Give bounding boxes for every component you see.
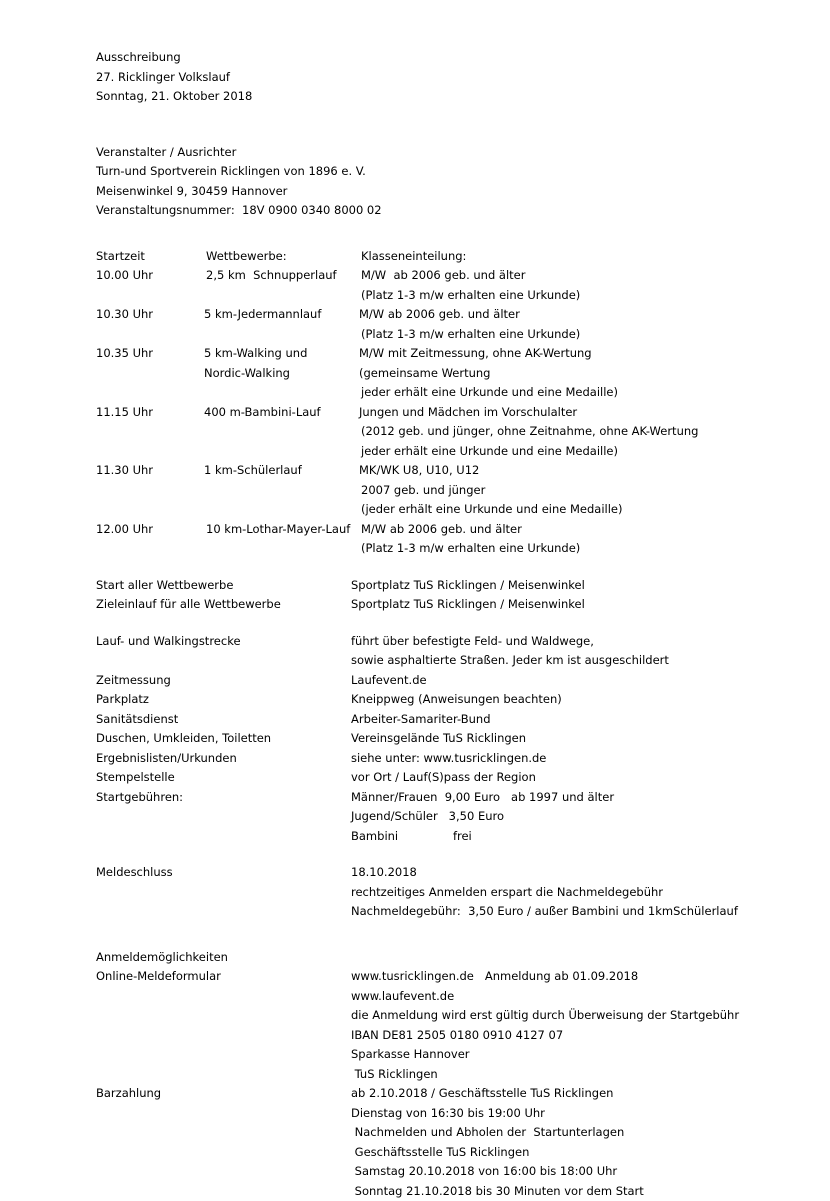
deadline-value-3: Nachmeldegebühr: 3,50 Euro / außer Bambini und 1kmSchülerlauf: [351, 902, 770, 922]
schedule-competition: 5 km-Walking und: [196, 344, 359, 364]
fees-label: Startgebühren:: [96, 788, 351, 808]
table-row: [96, 671, 770, 691]
document-title-block: [96, 48, 770, 107]
schedule-time: 10.30 Uhr: [96, 305, 196, 325]
timing-label: Zeitmessung: [96, 671, 351, 691]
title-line-2: 27. Ricklinger Volkslauf: [96, 68, 770, 88]
organizer-label: Veranstalter / Ausrichter: [96, 143, 770, 163]
cash-value-2: Dienstag von 16:30 bis 19:00 Uhr: [351, 1104, 770, 1124]
spacer: [96, 559, 770, 576]
deadline-value-1: 18.10.2018: [351, 863, 770, 883]
cash-value-5: Samstag 20.10.2018 von 16:00 bis 18:00 Uhr: [351, 1162, 770, 1182]
bank-value: Sparkasse Hannover: [351, 1045, 770, 1065]
table-row: [96, 344, 770, 364]
schedule-class-3: (jeder erhält eine Urkunde und eine Medaille): [361, 500, 770, 520]
table-row: [96, 576, 770, 596]
table-row-cont: [96, 286, 770, 306]
table-row: [96, 1084, 770, 1104]
schedule-class-1: M/W ab 2006 geb. und älter: [361, 266, 770, 286]
deadline-block: [96, 863, 770, 922]
schedule-header-classes: Klasseneinteilung:: [361, 247, 770, 267]
parking-label: Parkplatz: [96, 690, 351, 710]
medical-label: Sanitätsdienst: [96, 710, 351, 730]
schedule-class-1: M/W mit Zeitmessung, ohne AK-Wertung: [359, 344, 770, 364]
table-row: [96, 266, 770, 286]
course-value-2: sowie asphaltierte Straßen. Jeder km ist ausgeschildert: [351, 651, 770, 671]
schedule-class-3: jeder erhält eine Urkunde und eine Medaille): [361, 442, 770, 462]
schedule-competition: 10 km-Lothar-Mayer-Lauf: [196, 520, 361, 540]
table-row-cont: [96, 1182, 770, 1201]
registration-label: Anmeldemöglichkeiten: [96, 948, 351, 968]
table-row-cont: [96, 500, 770, 520]
table-row-cont: [96, 325, 770, 345]
table-row-cont: [96, 364, 770, 384]
table-row: [96, 710, 770, 730]
results-label: Ergebnislisten/Urkunden: [96, 749, 351, 769]
table-row-cont: [96, 883, 770, 903]
table-row: [96, 768, 770, 788]
table-row-cont: [96, 902, 770, 922]
organizer-block: [96, 143, 770, 221]
stamp-value: vor Ort / Lauf(S)pass der Region: [351, 768, 770, 788]
spacer: [96, 922, 770, 948]
deadline-value-2: rechtzeitiges Anmelden erspart die Nachmeldegebühr: [351, 883, 770, 903]
table-row-cont: [96, 1065, 770, 1085]
schedule-header-row: [96, 247, 770, 267]
schedule-time: 11.15 Uhr: [96, 403, 196, 423]
table-row: [96, 863, 770, 883]
finish-label: Zieleinlauf für alle Wettbewerbe: [96, 595, 351, 615]
table-row-cont: [96, 442, 770, 462]
cash-value-3: Nachmelden und Abholen der Startunterlagen: [351, 1123, 770, 1143]
schedule-class-2: (Platz 1-3 m/w erhalten eine Urkunde): [361, 286, 770, 306]
medical-value: Arbeiter-Samariter-Bund: [351, 710, 770, 730]
online-value-3: die Anmeldung wird erst gültig durch Überweisung der Startgebühr: [351, 1006, 770, 1026]
schedule-time: 10.35 Uhr: [96, 344, 196, 364]
table-row: [96, 749, 770, 769]
venue-block: [96, 576, 770, 615]
results-value: siehe unter: www.tusricklingen.de: [351, 749, 770, 769]
schedule-class-1: MK/WK U8, U10, U12: [359, 461, 770, 481]
table-row-cont: [96, 1006, 770, 1026]
title-line-1: Ausschreibung: [96, 48, 770, 68]
table-row: [96, 461, 770, 481]
table-row: [96, 632, 770, 652]
online-value-2: www.laufevent.de: [351, 987, 770, 1007]
schedule-class-2: (2012 geb. und jünger, ohne Zeitnahme, ohne AK-Wertung: [361, 422, 770, 442]
table-row: [96, 948, 770, 968]
table-row-cont: [96, 1143, 770, 1163]
online-value-1: www.tusricklingen.de Anmeldung ab 01.09.2018: [351, 967, 770, 987]
cash-value-6: Sonntag 21.10.2018 bis 30 Minuten vor dem Start: [351, 1182, 770, 1201]
schedule-competition: 400 m-Bambini-Lauf: [196, 403, 359, 423]
schedule-header-competition: Wettbewerbe:: [196, 247, 361, 267]
schedule-class-2: (Platz 1-3 m/w erhalten eine Urkunde): [361, 325, 770, 345]
table-row-cont: [96, 987, 770, 1007]
timing-value: Laufevent.de: [351, 671, 770, 691]
title-line-3: Sonntag, 21. Oktober 2018: [96, 87, 770, 107]
table-row: [96, 595, 770, 615]
cash-value-4: Geschäftsstelle TuS Ricklingen: [351, 1143, 770, 1163]
schedule-time: 11.30 Uhr: [96, 461, 196, 481]
parking-value: Kneippweg (Anweisungen beachten): [351, 690, 770, 710]
schedule-competition: 2,5 km Schnupperlauf: [196, 266, 361, 286]
table-row: [96, 403, 770, 423]
schedule-competition: 5 km-Jedermannlauf: [196, 305, 359, 325]
organizer-name: Turn-und Sportverein Ricklingen von 1896 e. V.: [96, 162, 770, 182]
iban-value: IBAN DE81 2505 0180 0910 4127 07: [351, 1026, 770, 1046]
schedule-table: [96, 247, 770, 559]
stamp-label: Stempelstelle: [96, 768, 351, 788]
spacer: [96, 846, 770, 863]
table-row-cont: [96, 383, 770, 403]
table-row-cont: [96, 1162, 770, 1182]
table-row-cont: [96, 1026, 770, 1046]
table-row-cont: [96, 1104, 770, 1124]
facilities-label: Duschen, Umkleiden, Toiletten: [96, 729, 351, 749]
table-row-cont: [96, 1123, 770, 1143]
table-row: [96, 305, 770, 325]
table-row: [96, 729, 770, 749]
table-row: [96, 690, 770, 710]
schedule-header-time: Startzeit: [96, 247, 196, 267]
schedule-competition-2: Nordic-Walking: [196, 364, 359, 384]
cash-label: Barzahlung: [96, 1084, 351, 1104]
account-holder-value: TuS Ricklingen: [351, 1065, 770, 1085]
start-value: Sportplatz TuS Ricklingen / Meisenwinkel: [351, 576, 770, 596]
course-label: Lauf- und Walkingstrecke: [96, 632, 351, 652]
table-row: [96, 788, 770, 808]
schedule-competition: 1 km-Schülerlauf: [196, 461, 359, 481]
table-row-cont: [96, 651, 770, 671]
finish-value: Sportplatz TuS Ricklingen / Meisenwinkel: [351, 595, 770, 615]
course-value-1: führt über befestigte Feld- und Waldwege,: [351, 632, 770, 652]
cash-value-1: ab 2.10.2018 / Geschäftsstelle TuS Ricklingen: [351, 1084, 770, 1104]
registration-block: [96, 948, 770, 1201]
details-block: [96, 632, 770, 847]
schedule-class-2: (Platz 1-3 m/w erhalten eine Urkunde): [361, 539, 770, 559]
table-row-cont: [96, 807, 770, 827]
table-row-cont: [96, 422, 770, 442]
deadline-label: Meldeschluss: [96, 863, 351, 883]
online-form-label: Online-Meldeformular: [96, 967, 351, 987]
fees-value-2: Jugend/Schüler 3,50 Euro: [351, 807, 770, 827]
table-row-cont: [96, 1045, 770, 1065]
spacer: [96, 615, 770, 632]
document-body: [96, 48, 770, 1201]
table-row-cont: [96, 827, 770, 847]
schedule-class-1: Jungen und Mädchen im Vorschulalter: [359, 403, 770, 423]
schedule-class-2: (gemeinsame Wertung: [359, 364, 770, 384]
schedule-class-2: 2007 geb. und jünger: [361, 481, 770, 501]
table-row: [96, 520, 770, 540]
organizer-address: Meisenwinkel 9, 30459 Hannover: [96, 182, 770, 202]
schedule-class-1: M/W ab 2006 geb. und älter: [361, 520, 770, 540]
schedule-time: 12.00 Uhr: [96, 520, 196, 540]
fees-value-3: Bambini frei: [351, 827, 770, 847]
schedule-class-3: jeder erhält eine Urkunde und eine Medaille): [361, 383, 770, 403]
event-number: Veranstaltungsnummer: 18V 0900 0340 8000 02: [96, 201, 770, 221]
table-row-cont: [96, 481, 770, 501]
start-label: Start aller Wettbewerbe: [96, 576, 351, 596]
table-row: [96, 967, 770, 987]
fees-value-1: Männer/Frauen 9,00 Euro ab 1997 und älter: [351, 788, 770, 808]
schedule-time: 10.00 Uhr: [96, 266, 196, 286]
table-row-cont: [96, 539, 770, 559]
schedule-class-1: M/W ab 2006 geb. und älter: [359, 305, 770, 325]
facilities-value: Vereinsgelände TuS Ricklingen: [351, 729, 770, 749]
